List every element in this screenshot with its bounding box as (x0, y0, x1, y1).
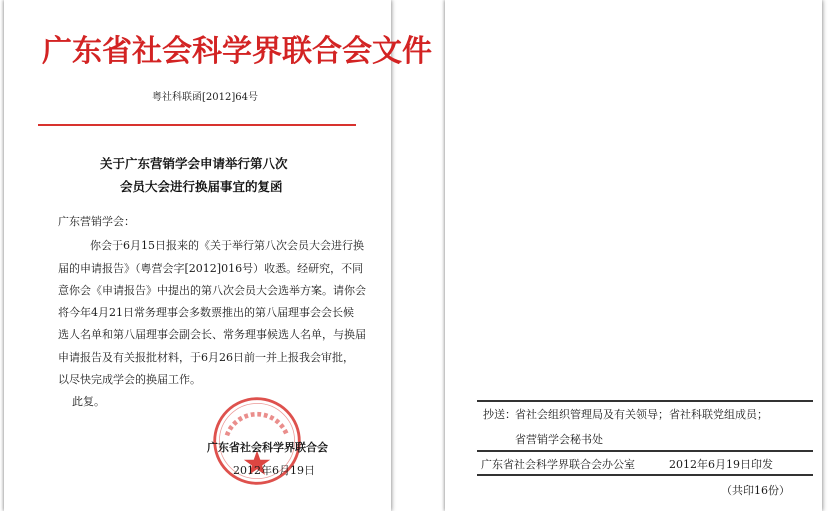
paragraph-line: 以尽快完成学会的换届工作。 (58, 373, 201, 386)
divider-line (477, 474, 813, 476)
cc-recipient: 省社会组织管理局及有关领导； (515, 408, 669, 421)
paragraph-line: 届的申请报告》（粤营会字[2012]016号）收悉。经研究，不同 (58, 262, 364, 275)
print-date: 2012年6月19日印发 (669, 458, 773, 471)
cc-recipient: 省营销学会秘书处 (515, 433, 603, 446)
paragraph-line: 你会于6月15日报来的《关于举行第八次会员大会进行换 (90, 239, 364, 252)
issuer-name: 广东省社会科学界联合会 (207, 441, 328, 454)
cc-label: 抄送： (483, 408, 516, 421)
subject-line-2: 会员大会进行换届事宜的复函 (120, 179, 283, 194)
subject-line-1: 关于广东营销学会申请举行第八次 (100, 156, 288, 171)
cc-recipient: 省社科联党组成员； (669, 408, 768, 421)
paragraph-line: 申请报告及有关报批材料，于6月26日前一并上报我会审批， (58, 351, 354, 364)
document-page-left (4, 0, 432, 511)
paragraph-line: 意你会《申请报告》中提出的第八次会员大会选举方案。请你会 (58, 284, 366, 297)
divider-line (477, 400, 813, 402)
document-title: 广东省社会科学界联合会文件 (42, 34, 432, 69)
red-divider-line (38, 124, 356, 126)
paragraph-line: 选人名单和第八届理事会副会长、常务理事候选人名单，与换届 (58, 328, 366, 341)
issuing-office: 广东省社会科学界联合会办公室 (481, 458, 635, 471)
document-number: 粤社科联函[2012]64号 (152, 92, 258, 103)
divider-line (477, 450, 813, 452)
issue-date: 2012年6月19日 (233, 464, 315, 477)
addressee: 广东营销学会： (58, 215, 135, 228)
copy-count: （共印16份） (721, 484, 790, 497)
document-page-right (445, 0, 822, 511)
paragraph-line: 将今年4月21日常务理事会多数票推出的第八届理事会会长候 (58, 306, 354, 319)
closing-remark: 此复。 (72, 395, 105, 408)
